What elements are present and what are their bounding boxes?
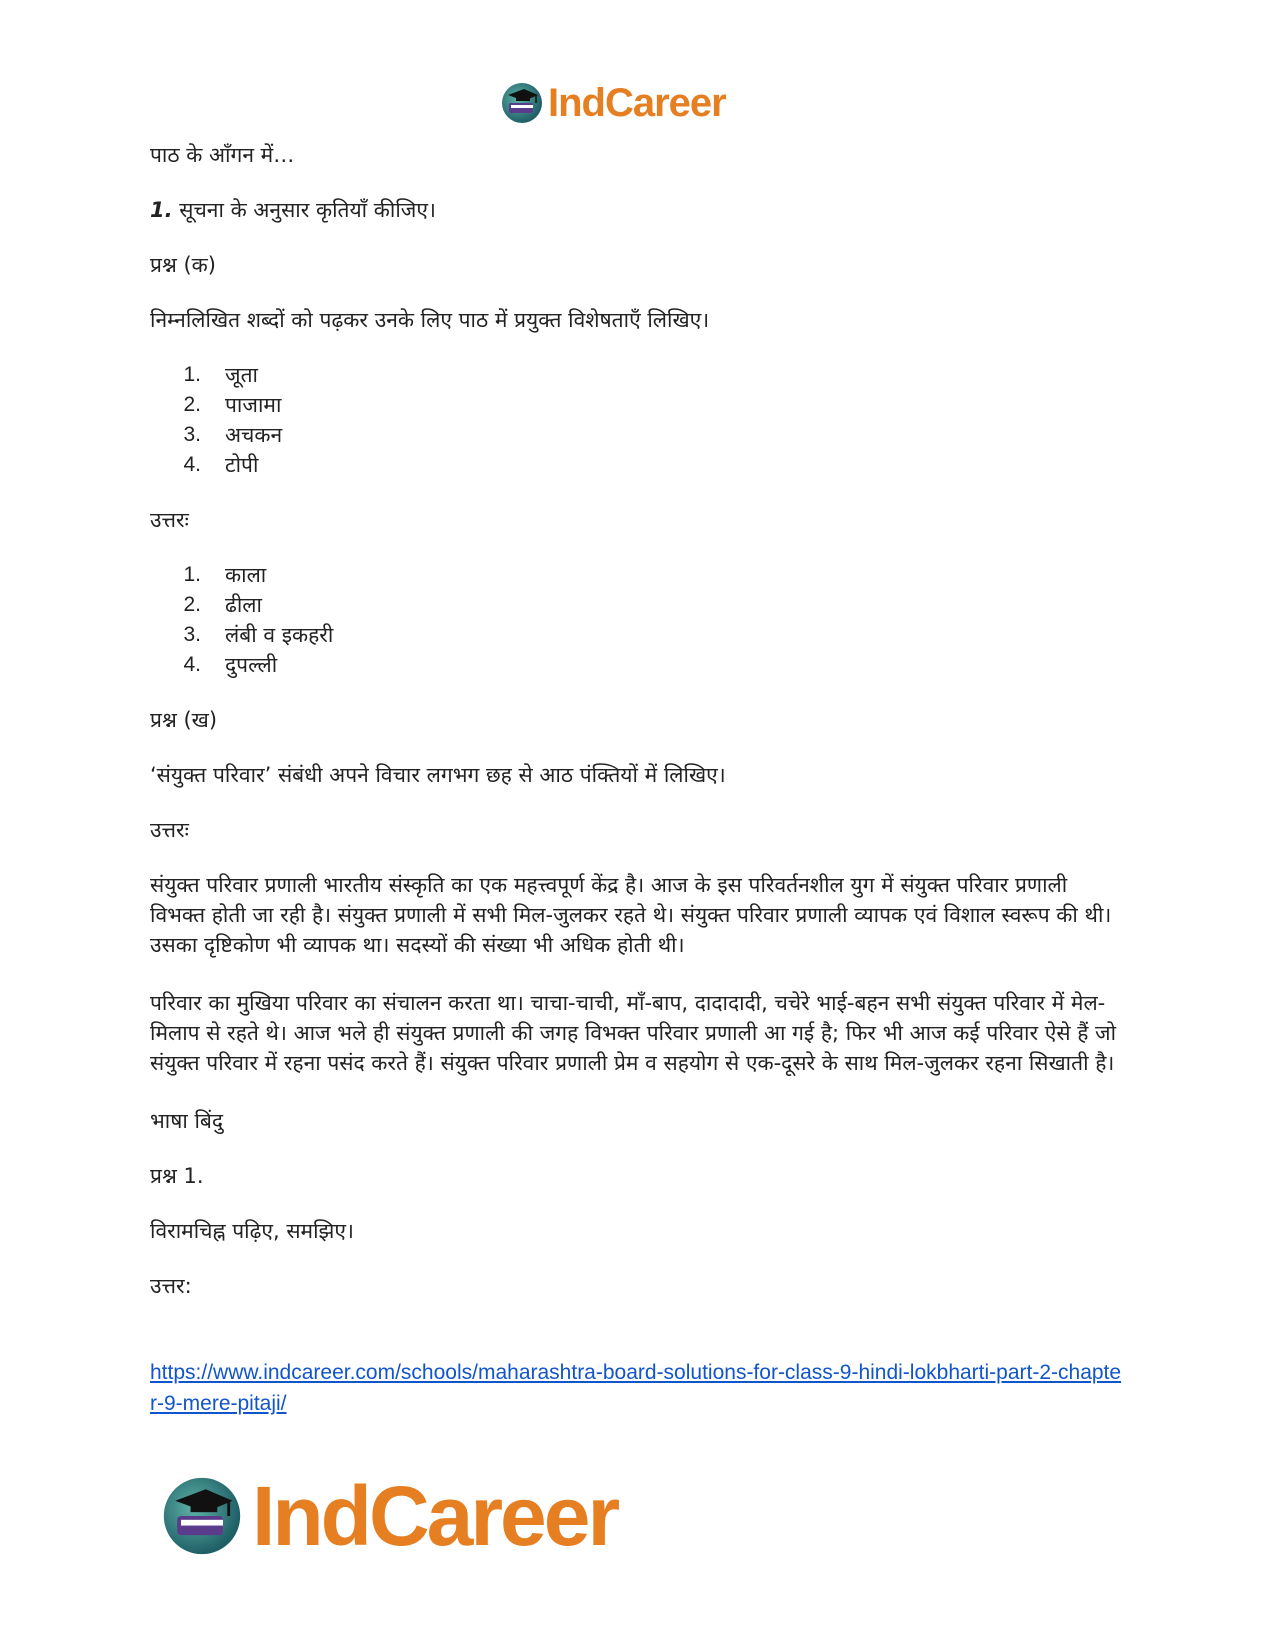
list-item: 2. ढीला: [183, 593, 262, 617]
document-body: [150, 140, 1125, 1419]
list-item: 2. पाजामा: [183, 393, 282, 417]
list-item: 4. टोपी: [183, 453, 259, 477]
list-item: 1. काला: [183, 563, 267, 587]
question-1-text: विरामचिह्न पढ़िए, समझिए।: [150, 1219, 355, 1243]
question-ka-label: प्रश्न (क): [150, 253, 216, 277]
graduation-cap-book-globe-icon: [160, 1474, 244, 1558]
question-kha-text: ‘संयुक्त परिवार’ संबंधी अपने विचार लगभग छह से आठ पंक्तियों में लिखिए।: [150, 763, 726, 787]
question-ka-text: निम्नलिखित शब्दों को पढ़कर उनके लिए पाठ में प्रयुक्त विशेषताएँ लिखिए।: [150, 308, 710, 332]
graduation-cap-book-globe-icon: [500, 81, 544, 125]
list-item: 1. जूता: [183, 363, 258, 387]
section-heading: पाठ के आँगन में…: [150, 143, 295, 167]
list-item: 3. अचकन: [183, 423, 283, 447]
source-link-block: [150, 1357, 1125, 1419]
question-1: [150, 195, 1125, 225]
question-text: सूचना के अनुसार कृतियाँ कीजिए।: [172, 198, 436, 222]
answer-label: उत्तरः: [150, 818, 189, 842]
source-link[interactable]: https://www.indcareer.com/schools/maharashtra-board-solutions-for-class-9-hindi-lokbharti-part-2-chapter-9-mere-pitaji/: [150, 1361, 1122, 1415]
question-ka-answers-list: [150, 560, 1125, 680]
question-ka-items-list: [150, 360, 1125, 480]
answer-label: उत्तरः: [150, 508, 189, 532]
question-number: 1.: [150, 198, 173, 222]
answer-paragraph: परिवार का मुखिया परिवार का संचालन करता था। चाचा-चाची, माँ-बाप, दादादादी, चचेरे भाई-बहन सभी संयुक्त परिवार में मेल-मिलाप से रहते थे। आज भले ही संयुक्त प्रणाली की जगह विभक्त परिवार प्रणाली आ गई है; फिर भी आज कई परिवार ऐसे हैं जो संयुक्त परिवार में रहना पसंद करते हैं। संयुक्त परिवार प्रणाली प्रेम व सहयोग से एक-दूसरे के साथ मिल-जुलकर रहना सिखाती है।: [150, 991, 1117, 1075]
brand-name: IndCareer: [252, 1468, 618, 1563]
language-section-heading: भाषा बिंदु: [150, 1109, 224, 1133]
header-logo: [500, 78, 726, 128]
list-item: 4. दुपल्ली: [183, 653, 278, 677]
question-1-label: प्रश्न 1.: [150, 1164, 204, 1188]
answer-label: उत्तर:: [150, 1274, 192, 1298]
question-kha-label: प्रश्न (ख): [150, 708, 218, 732]
brand-name: IndCareer: [548, 80, 726, 125]
footer-logo: [160, 1468, 617, 1564]
answer-paragraph: संयुक्त परिवार प्रणाली भारतीय संस्कृति का एक महत्त्वपूर्ण केंद्र है। आज के इस परिवर्तनशील युग में संयुक्त परिवार प्रणाली विभक्त होती जा रही है। संयुक्त प्रणाली में सभी मिल-जुलकर रहते थे। संयुक्त परिवार प्रणाली व्यापक एवं विशाल स्वरूप की थी। उसका दृष्टिकोण भी व्यापक था। सदस्यों की संख्या भी अधिक होती थी।: [150, 873, 1112, 957]
list-item: 3. लंबी व इकहरी: [183, 623, 334, 647]
